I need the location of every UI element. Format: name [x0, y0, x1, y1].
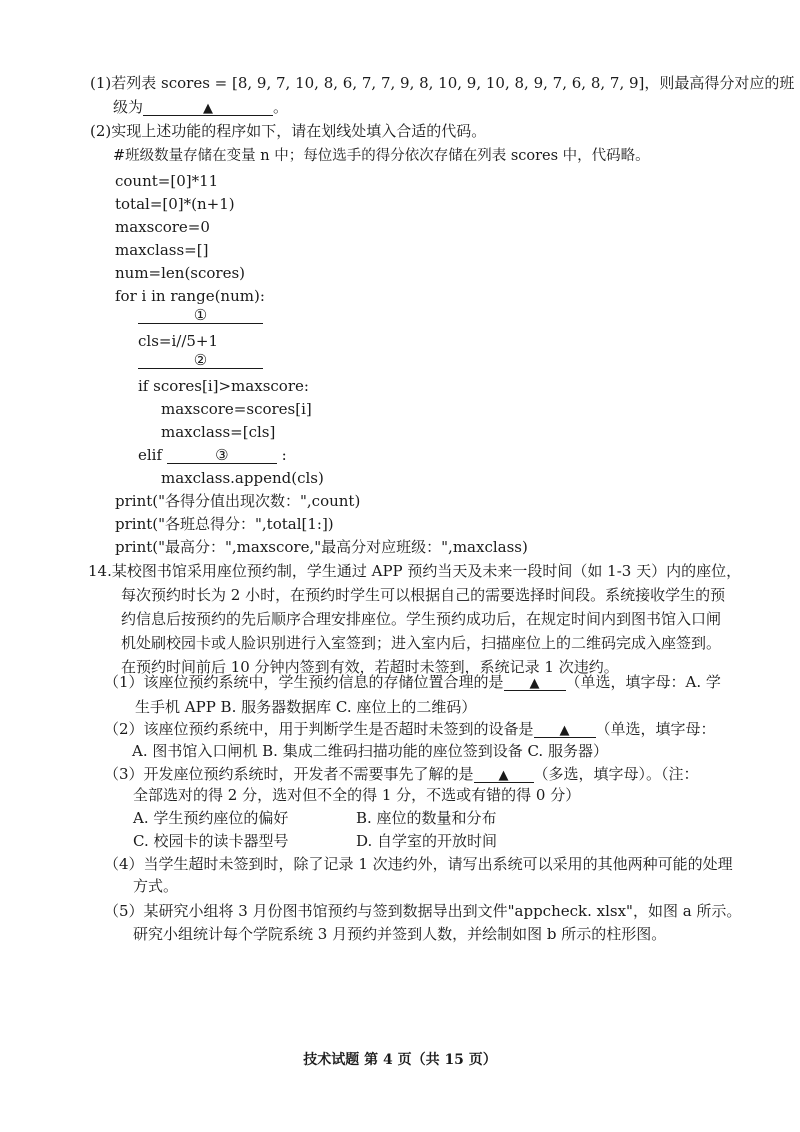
q14-sub3-option-d: D. 自学室的开放时间 — [356, 832, 498, 850]
q14-sub2-line2: A. 图书馆入口闸机 B. 集成二维码扫描功能的座位签到设备 C. 服务器） — [132, 742, 608, 760]
elif-keyword: elif — [138, 446, 163, 464]
code-line-print3: print("最高分：",maxscore,"最高分对应班级：",maxclass) — [115, 538, 528, 556]
code-comment: #班级数量存储在变量 n 中；每位选手的得分依次存储在列表 scores 中，代码略。 — [113, 148, 650, 164]
code-line: maxscore=0 — [115, 218, 210, 236]
answer-blank-sub3[interactable] — [474, 764, 534, 783]
blank-1[interactable] — [138, 305, 263, 324]
answer-blank-class[interactable] — [143, 97, 273, 116]
q14-sub4-line1: （4）当学生超时未签到时，除了记录 1 次违约外，请写出系统可以采用的其他两种可能的处理 — [104, 855, 733, 873]
code-line: for i in range(num): — [115, 287, 265, 305]
q14-sub3-text: （3）开发座位预约系统时，开发者不需要事先了解的是 — [104, 765, 474, 783]
code-line: num=len(scores) — [115, 264, 246, 282]
q13-part1-line1: (1)若列表 scores = [8, 9, 7, 10, 8, 6, 7, 7, 9, 8, 10, 9, 10, 8, 9, 7, 6, 8, 7, 9]，则最高得分对应的班 — [90, 74, 795, 92]
triangle-marker-icon: ▲ — [498, 768, 509, 783]
answer-blank-sub1[interactable] — [504, 672, 566, 691]
elif-colon: : — [281, 446, 287, 464]
q13-part2-heading: (2)实现上述功能的程序如下，请在划线处填入合适的代码。 — [90, 122, 487, 140]
q14-sub2-choices: （单选，填字母： — [595, 720, 716, 738]
page-footer: 技术试题 第 4 页（共 15 页） — [303, 1052, 497, 1068]
triangle-marker-icon: ▲ — [203, 101, 214, 116]
code-line-assign2: maxclass=[cls] — [161, 423, 276, 441]
code-line-elif — [138, 445, 287, 465]
q14-sub2-text: （2）该座位预约系统中，用于判断学生是否超时未签到的设备是 — [104, 720, 534, 738]
code-line-assign1: maxscore=scores[i] — [161, 400, 312, 418]
q14-sub1-line2: 生手机 APP B. 服务器数据库 C. 座位上的二维码） — [135, 698, 477, 716]
blank-3[interactable] — [167, 445, 277, 464]
code-blank-1[interactable] — [138, 305, 263, 325]
blank-2[interactable] — [138, 350, 263, 369]
q14-intro-line: 约信息后按预约的先后顺序合理安排座位。学生预约成功后，在规定时间内到图书馆入口闸 — [121, 610, 722, 628]
q14-sub3-option-c: C. 校园卡的读卡器型号 — [133, 832, 289, 850]
q13-part1-prefix: 级为 — [113, 98, 144, 116]
code-blank-2[interactable] — [138, 350, 263, 370]
q14-sub1-text: （1）该座位预约系统中，学生预约信息的存储位置合理的是 — [104, 673, 504, 691]
blank-number-3: ③ — [215, 446, 229, 464]
blank-number-1: ① — [193, 306, 208, 324]
q14-intro-line: 每次预约时长为 2 小时，在预约时学生可以根据自己的需要选择时间段。系统接收学生的预 — [121, 586, 726, 604]
q14-sub3-option-a: A. 学生预约座位的偏好 — [133, 809, 289, 827]
q13-part1-suffix: 。 — [273, 98, 289, 116]
q14-sub3-note: 全部选对的得 2 分，选对但不全的得 1 分，不选或有错的得 0 分） — [133, 786, 581, 804]
triangle-marker-icon: ▲ — [529, 676, 540, 691]
q14-sub3-option-b: B. 座位的数量和分布 — [356, 809, 497, 827]
q14-sub1-choices: （单选，填字母：A. 学 — [565, 673, 721, 691]
q13-part1-line2 — [113, 97, 288, 117]
answer-blank-sub2[interactable] — [534, 719, 596, 738]
code-line-cls: cls=i//5+1 — [138, 332, 219, 350]
code-line-print2: print("各班总得分：",total[1:]) — [115, 515, 334, 533]
code-line: count=[0]*11 — [115, 172, 219, 190]
code-line: maxclass=[] — [115, 241, 209, 259]
code-line-append: maxclass.append(cls) — [161, 469, 324, 487]
blank-number-2: ② — [193, 351, 208, 369]
triangle-marker-icon: ▲ — [559, 723, 570, 738]
q14-sub1-line1 — [104, 672, 721, 692]
q14-intro-line: 14.某校图书馆采用座位预约制，学生通过 APP 预约当天及未来一段时间（如 1-3 天）内的座位， — [88, 562, 742, 580]
code-line-print1: print("各得分值出现次数：",count) — [115, 492, 361, 510]
q14-sub5-line2: 研究小组统计每个学院系统 3 月预约并签到人数，并绘制如图 b 所示的柱形图。 — [133, 925, 667, 943]
q14-intro-line: 在预约时间前后 10 分钟内签到有效，若超时未签到，系统记录 1 次违约。 — [121, 658, 619, 676]
q14-sub2-line1 — [104, 719, 716, 739]
q14-sub5-line1: （5）某研究小组将 3 月份图书馆预约与签到数据导出到文件"appcheck. xlsx"，如图 a 所示。 — [104, 902, 742, 920]
q14-sub3-choices: （多选，填字母）。（注： — [533, 765, 699, 783]
q14-intro-line: 机处刷校园卡或人脸识别进行入室签到；进入室内后，扫描座位上的二维码完成入座签到。 — [121, 634, 722, 652]
code-line-if: if scores[i]>maxscore: — [138, 377, 309, 395]
q14-sub4-line2: 方式。 — [133, 877, 179, 895]
code-line: total=[0]*(n+1) — [115, 195, 235, 213]
q14-sub3-line1 — [104, 764, 699, 784]
